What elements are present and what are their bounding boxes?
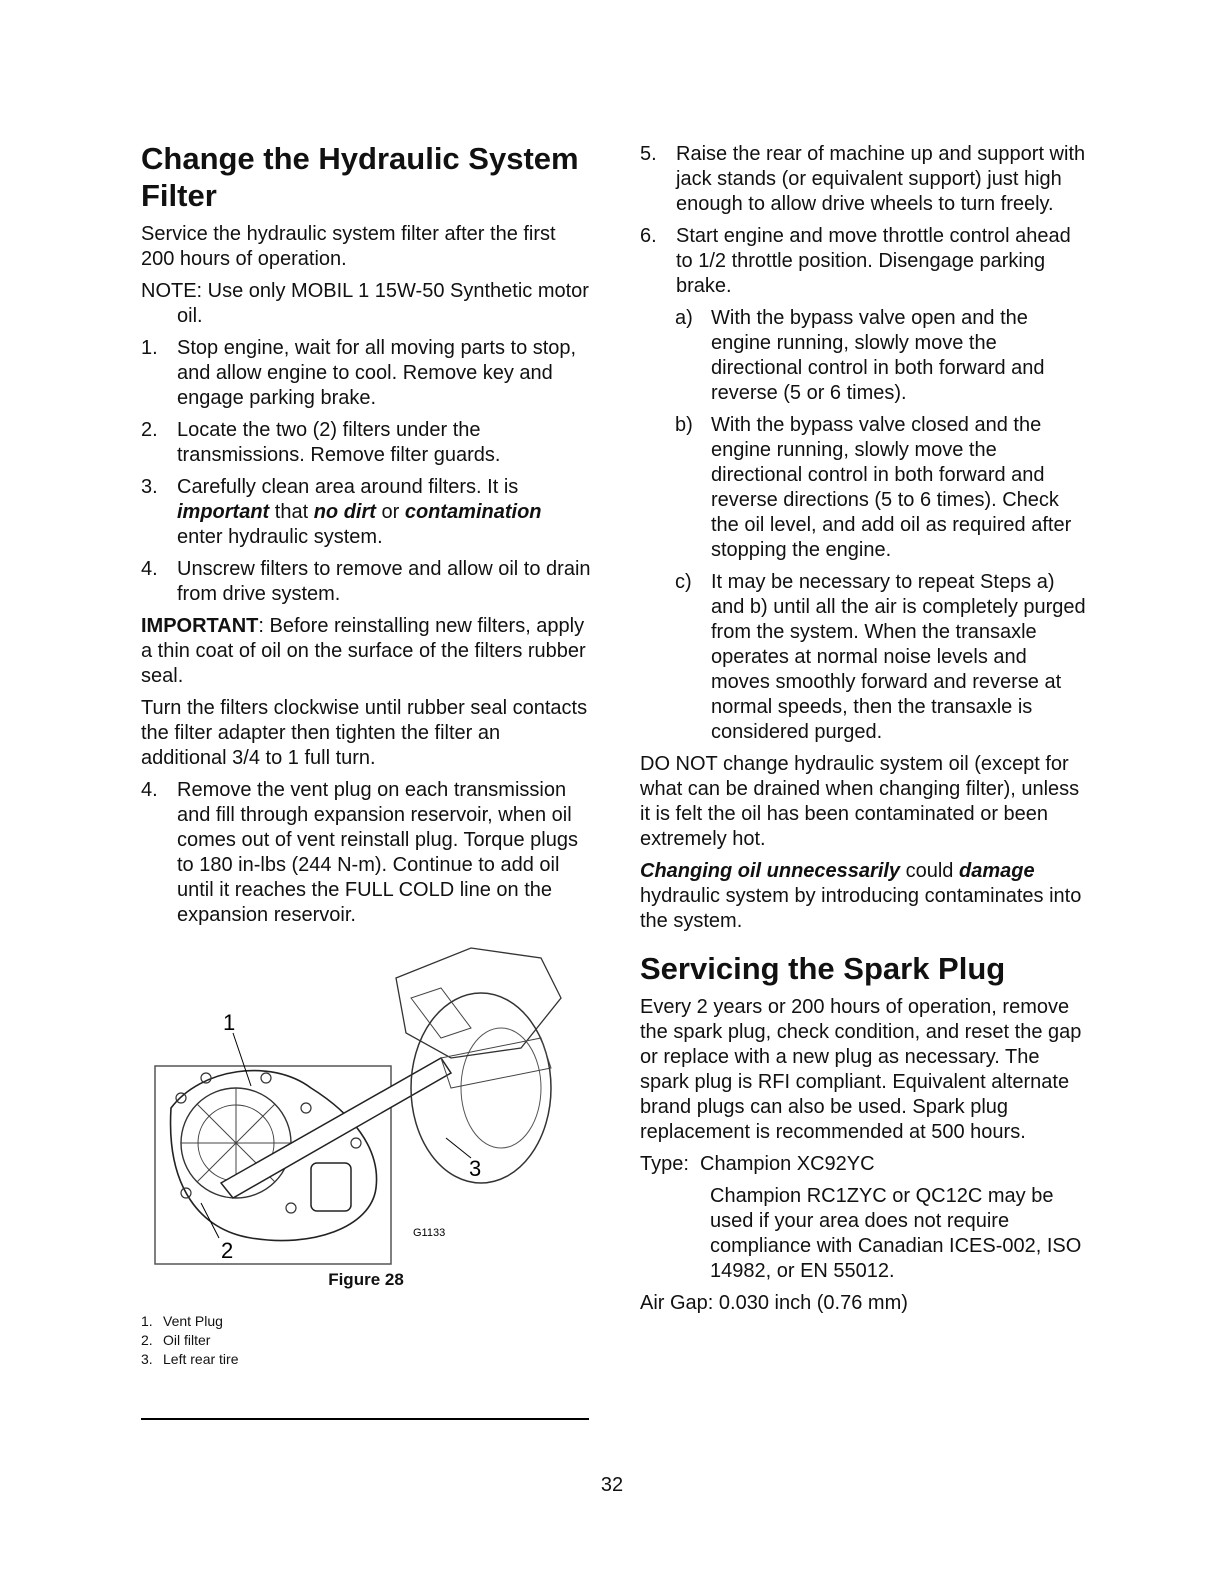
callout-text: Vent Plug: [163, 1313, 223, 1329]
leader-line-3: [446, 1138, 471, 1158]
note-paragraph: NOTE: Use only MOBIL 1 15W-50 Synthetic motor oil.: [141, 280, 589, 327]
intro-paragraph: Service the hydraulic system filter after the first 200 hours of operation.: [141, 223, 556, 270]
callout-list: [141, 1312, 591, 1369]
step-text: or: [375, 501, 405, 523]
engine-bracket: [411, 988, 471, 1038]
substep-letter: b): [675, 414, 693, 436]
step-text: Start engine and move throttle control ahead to 1/2 throttle position. Disengage parking brake.: [676, 225, 1071, 297]
callout-item: [141, 1312, 591, 1331]
step-item: [141, 418, 591, 468]
step-number: 3.: [141, 476, 158, 498]
oil-filter-shape: [311, 1163, 351, 1211]
right-column: [640, 142, 1090, 1323]
callout-label-2: 2: [221, 1238, 234, 1263]
step-item: [141, 475, 591, 550]
step-text: Locate the two (2) filters under the transmissions. Remove filter guards.: [177, 419, 501, 466]
air-gap: Air Gap: 0.030 inch (0.76 mm): [640, 1292, 908, 1314]
warning-paragraph: [640, 859, 1090, 934]
step-number: 1.: [141, 337, 158, 359]
spark-intro-paragraph: Every 2 years or 200 hours of operation, remove the spark plug, check condition, and reset the gap or replace with a new plug as necessary. The spark plug is RFI compliant. Equivalent alternate brand plugs can also be used. Spark plug replacement is recommended at 500 hours.: [640, 996, 1082, 1143]
step-text: Stop engine, wait for all moving parts to stop, and allow engine to cool. Remove key and engage parking brake.: [177, 337, 577, 409]
step-text: that: [269, 501, 314, 523]
step-number: 4.: [141, 779, 158, 801]
linkage-rod: [441, 1038, 551, 1088]
leader-line-1: [233, 1033, 251, 1086]
step-text: Unscrew filters to remove and allow oil to drain from drive system.: [177, 558, 591, 605]
section-title-spark-plug: Servicing the Spark Plug: [640, 951, 1006, 986]
type-label: Type:: [640, 1153, 689, 1175]
rear-tire-shape: [411, 993, 551, 1183]
left-column: [141, 140, 591, 1369]
step-item: [141, 778, 591, 928]
emphasis-damage: damage: [959, 860, 1035, 882]
figure-code: G1133: [413, 1227, 446, 1239]
figure-caption: Figure 28: [328, 1270, 404, 1289]
turn-paragraph: Turn the filters clockwise until rubber seal contacts the filter adapter then tighten the filter an additional 3/4 to 1 full turn.: [141, 697, 588, 769]
do-not-paragraph: DO NOT change hydraulic system oil (except for what can be drained when changing filter), unless it is felt the oil has been contaminated or been extremely hot.: [640, 753, 1080, 850]
callout-number: 3.: [141, 1351, 153, 1367]
substep-text: With the bypass valve open and the engine running, slowly move the directional control in both forward and reverse (5 or 6 times).: [711, 307, 1045, 404]
callout-label-3: 3: [469, 1156, 482, 1181]
warning-text: hydraulic system by introducing contaminates into the system.: [640, 885, 1082, 932]
step-item: [640, 224, 1090, 299]
substep-item: [640, 306, 1090, 406]
step-text: Carefully clean area around filters. It is: [177, 476, 519, 498]
important-label: IMPORTANT: [141, 615, 259, 637]
substep-item: [640, 413, 1090, 563]
callout-number: 2.: [141, 1332, 153, 1348]
step-number: 4.: [141, 558, 158, 580]
callout-item: [141, 1350, 591, 1369]
important-paragraph: [141, 614, 591, 689]
substep-letter: c): [675, 571, 692, 593]
step-text: enter hydraulic system.: [177, 526, 383, 548]
step-item: [640, 142, 1090, 217]
step-number: 5.: [640, 143, 657, 165]
step-number: 6.: [640, 225, 657, 247]
step-text: Raise the rear of machine up and support with jack stands (or equivalent support) just high enough to allow drive wheels to turn freely.: [676, 143, 1086, 215]
machine-frame: [396, 948, 561, 1058]
callout-number: 1.: [141, 1313, 153, 1329]
step-item: [141, 336, 591, 411]
page-number: 32: [600, 1474, 624, 1496]
emphasis-important: important: [177, 501, 270, 523]
step-item: [141, 557, 591, 607]
figure-28-illustration: [141, 938, 571, 1268]
emphasis-contamination: contamination: [404, 501, 542, 523]
callout-item: [141, 1331, 591, 1350]
emphasis-changing-oil: Changing oil unnecessarily: [640, 860, 901, 882]
type-row: [640, 1152, 1090, 1177]
callout-text: Oil filter: [163, 1332, 211, 1348]
step-number: 2.: [141, 419, 158, 441]
leader-line-2: [201, 1203, 219, 1238]
emphasis-no-dirt: no dirt: [313, 501, 376, 523]
callout-text: Left rear tire: [163, 1351, 239, 1367]
substep-item: [640, 570, 1090, 745]
substep-text: With the bypass valve closed and the engine running, slowly move the directional control in both forward and reverse directions (5 to 6 times). Check the oil level, and add oil as required after stopping the engine.: [711, 414, 1072, 561]
callout-label-1: 1: [223, 1010, 236, 1035]
substep-letter: a): [675, 307, 693, 329]
type-value: Champion XC92YC: [700, 1153, 875, 1175]
transmission-illustration: [141, 938, 571, 1268]
section-title-hydraulic-filter: Change the Hydraulic System Filter: [141, 141, 579, 213]
type-detail: Champion RC1ZYC or QC12C may be used if your area does not require compliance with Canadian ICES-002, ISO 14982, or EN 55012.: [710, 1185, 1082, 1282]
warning-text: could: [900, 860, 959, 882]
important-text: : Before reinstalling new filters, apply a thin coat of oil on the surface of the filters rubber seal.: [141, 615, 586, 687]
step-text: Remove the vent plug on each transmission and fill through expansion reservoir, when oil comes out of vent reinstall plug. Torque plugs to 180 in-lbs (244 N-m). Continue to add oil until it reaches the FULL COLD line on the expansion reservoir.: [177, 779, 578, 926]
footnote-divider: [141, 1418, 589, 1420]
substep-text: It may be necessary to repeat Steps a) and b) until all the air is completely purged from the system. When the transaxle operates at normal noise levels and moves smoothly forward and reverse at normal speeds, then the transaxle is considered purged.: [711, 571, 1086, 743]
